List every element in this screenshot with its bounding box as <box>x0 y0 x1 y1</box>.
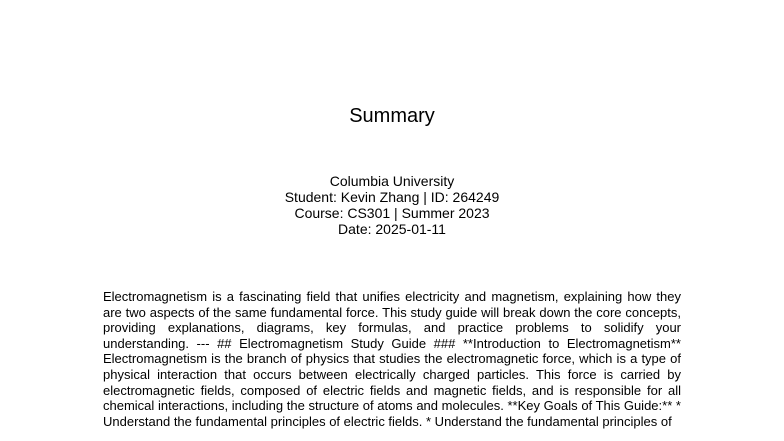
institution-name: Columbia University <box>329 173 455 189</box>
page-title: Summary <box>349 105 435 127</box>
student-info: Student: Kevin Zhang | ID: 264249 <box>284 189 500 205</box>
body-paragraph: Electromagnetism is a fascinating field that unifies electricity and magnetism, explaining how they are two aspects of the same fundamental force. This study guide will break down the core concepts, providing explanations, diagrams, key formulas, and practice problems to solidify your understanding. --- ## Electromagnetism Study Guide ### **Introduction to Electromagnetism** Electromagnetism is the branch of physics that studies the electromagnetic force, which is a type of physical interaction that occurs between electrically charged particles. This force is carried by electromagnetic fields, composed of electric fields and magnetic fields, and is responsible for all chemical interactions, including the structure of atoms and molecules. **Key Goals of This Guide:** * Understand the fundamental principles of electric fields. * Understand the fundamental principles of <box>103 289 681 429</box>
course-info: Course: CS301 | Summer 2023 <box>294 205 490 221</box>
document-date: Date: 2025-01-11 <box>338 221 446 237</box>
document-header <box>0 173 784 237</box>
